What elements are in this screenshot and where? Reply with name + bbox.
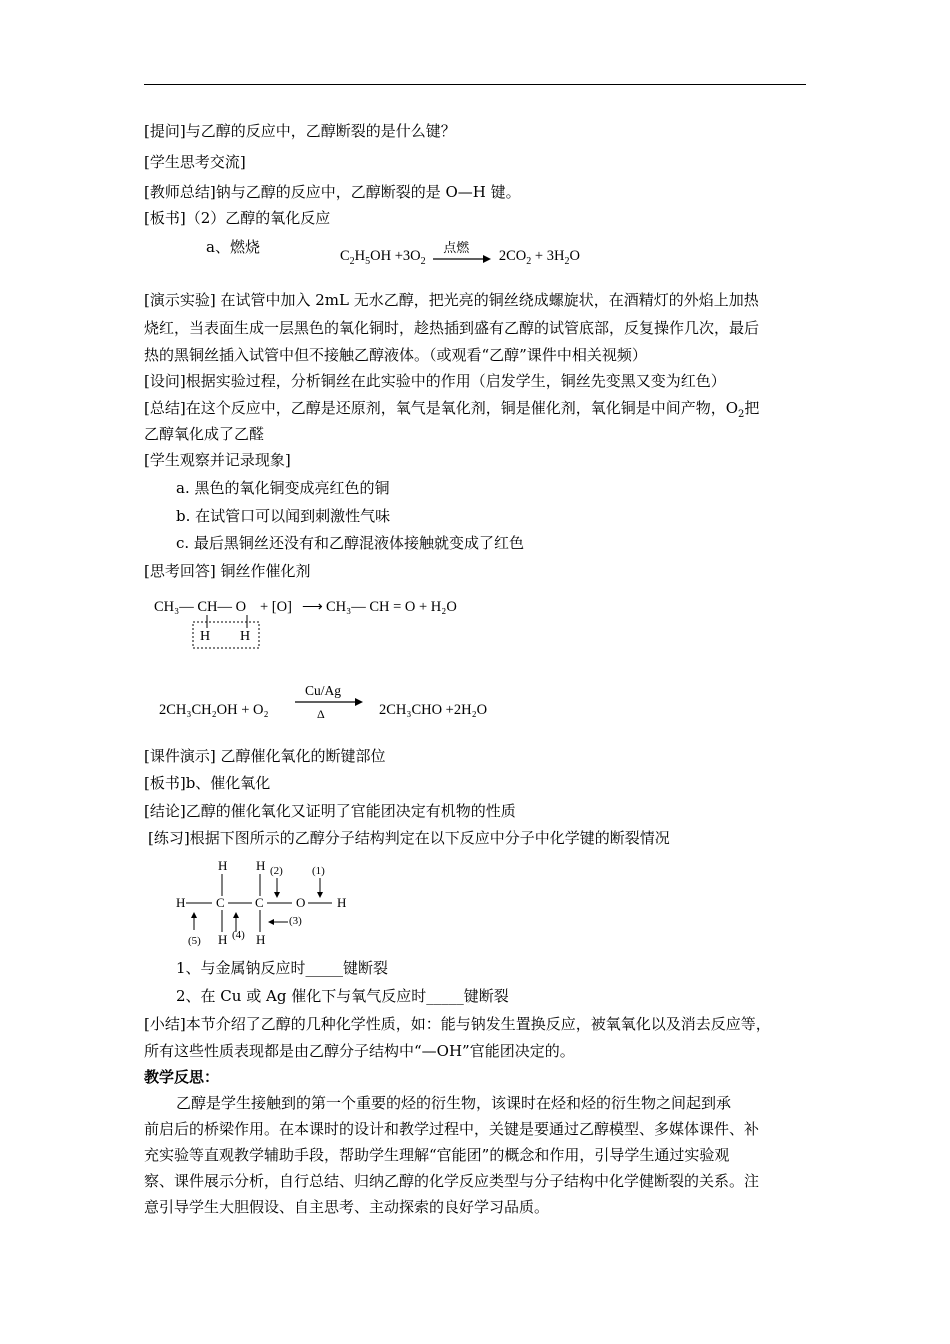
combustion-condition: 点燃 [443,240,470,256]
observation-b: b. 在试管口可以闻到刺激性气味 [176,507,391,525]
ethanol-structure [170,852,370,952]
mechanism-equation [150,590,490,655]
arrow-icon [433,251,491,267]
combustion-label: a、燃烧 [206,238,260,256]
students-think: [学生思考交流] [144,153,246,171]
bond-label-5: (5) [188,935,201,947]
atom-c-2: C [255,895,264,910]
reflection-line-5: 意引导学生大胆假设、自主思考、主动探索的良好学习品质。 [144,1198,550,1216]
recap-line-2: 所有这些性质表现都是由乙醇分子结构中“—OH”官能团决定的。 [144,1042,575,1060]
question-2: [设问]根据实验过程，分析铜丝在此实验中的作用（启发学生，铜丝先变黑又变为红色） [144,372,726,390]
reflection-line-1: 乙醇是学生接触到的第一个重要的烃的衍生物，该课时在烃和烃的衍生物之间起到承 [176,1094,732,1112]
catalytic-heat: Δ [317,707,325,721]
bond-label-2: (2) [270,865,283,877]
catalytic-catalyst: Cu/Ag [305,683,342,698]
atom-h-bottom-2: H [256,932,266,947]
arrow-icon [355,698,363,706]
exercise-question-2: 2、在 Cu 或 Ag 催化下与氧气反应时_____键断裂 [176,987,509,1005]
teacher-summary: [教师总结]钠与乙醇的反应中，乙醇断裂的是 O—H 键。 [144,183,521,201]
reflection-line-2: 前启后的桥梁作用。在本课时的设计和教学过程中，关键是要通过乙醇模型、多媒体课件、补 [144,1120,760,1138]
demo-line-2: 烧红，当表面生成一层黑色的氧化铜时，趁热插到盛有乙醇的试管底部，反复操作几次，最后 [144,319,760,337]
summary-line-2: 乙醇氧化成了乙醛 [144,425,265,443]
demo-line-1: [演示实验] 在试管中加入 2mL 无水乙醇，把光亮的铜丝绕成螺旋状，在酒精灯的外焰上加热 [144,291,759,309]
conclusion: [结论]乙醇的催化氧化又证明了官能团决定有机物的性质 [144,802,516,820]
bond-label-1: (1) [312,865,325,877]
mechanism-rhs: CH₃— CH = O + H₂O [326,599,457,615]
board-oxidation: [板书]（2）乙醇的氧化反应 [144,209,331,227]
header-rule [144,84,806,85]
reflection-title: 教学反思： [144,1068,220,1086]
catalytic-equation [155,680,515,725]
atom-h-left: H [176,895,186,910]
bond-label-3: (3) [289,915,302,927]
atom-h-right: H [337,895,347,910]
atom-h-bottom-1: H [218,932,228,947]
mechanism-h-left: H [200,629,211,644]
bond-label-4: (4) [232,929,245,941]
courseware-demo: [课件演示] 乙醇催化氧化的断键部位 [144,747,386,765]
demo-line-3: 热的黑铜丝插入试管中但不接触乙醇液体。（或观看“乙醇”课件中相关视频） [144,346,647,364]
exercise: [练习]根据下图所示的乙醇分子结构判定在以下反应中分子中化学键的断裂情况 [148,829,670,847]
answer: [思考回答] 铜丝作催化剂 [144,562,311,580]
mechanism-plus: + [O] [260,599,292,615]
catalytic-lhs: 2CH₃CH₂OH + O₂ [159,702,269,718]
reflection-line-4: 察、课件展示分析，自行总结、归纳乙醇的化学反应类型与分子结构中化学健断裂的关系。注 [144,1172,760,1190]
mechanism-arrow: ⟶ [302,599,323,615]
summary-line-1: [总结]在这个反应中，乙醇是还原剂，氧气是氧化剂，铜是催化剂，氧化铜是中间产物，$O_2$把 [144,399,760,420]
mechanism-lhs: CH₃— CH— O [154,599,247,615]
recap-line-1: [小结]本节介绍了乙醇的几种化学性质，如：能与钠发生置换反应，被氧氧化以及消去反应等， [144,1015,771,1033]
mechanism-h-right: H [240,629,251,644]
atom-c-1: C [216,895,225,910]
atom-h-top-1: H [218,858,228,873]
atom-o: O [296,895,306,910]
observation-a: a. 黑色的氧化铜变成亮红色的铜 [176,479,390,497]
combustion-arrow [433,240,491,265]
observe-heading: [学生观察并记录现象] [144,451,291,469]
catalytic-rhs: 2CH₃CHO +2H₂O [379,702,488,718]
board-catalytic: [板书]b、催化氧化 [144,774,271,792]
question-1: [提问]与乙醇的反应中，乙醇断裂的是什么键？ [144,122,456,140]
exercise-question-1: 1、与金属钠反应时_____键断裂 [176,959,389,977]
reflection-line-3: 充实验等直观教学辅助手段，帮助学生理解“官能团”的概念和作用，引导学生通过实验观 [144,1146,730,1164]
observation-c: c. 最后黑铜丝还没有和乙醇混液体接触就变成了红色 [176,534,524,552]
combustion-equation: $C_2H_5OH +3O_2$ 点燃 $2CO_2 + 3H_2O$ [340,248,580,267]
atom-h-top-2: H [256,858,266,873]
